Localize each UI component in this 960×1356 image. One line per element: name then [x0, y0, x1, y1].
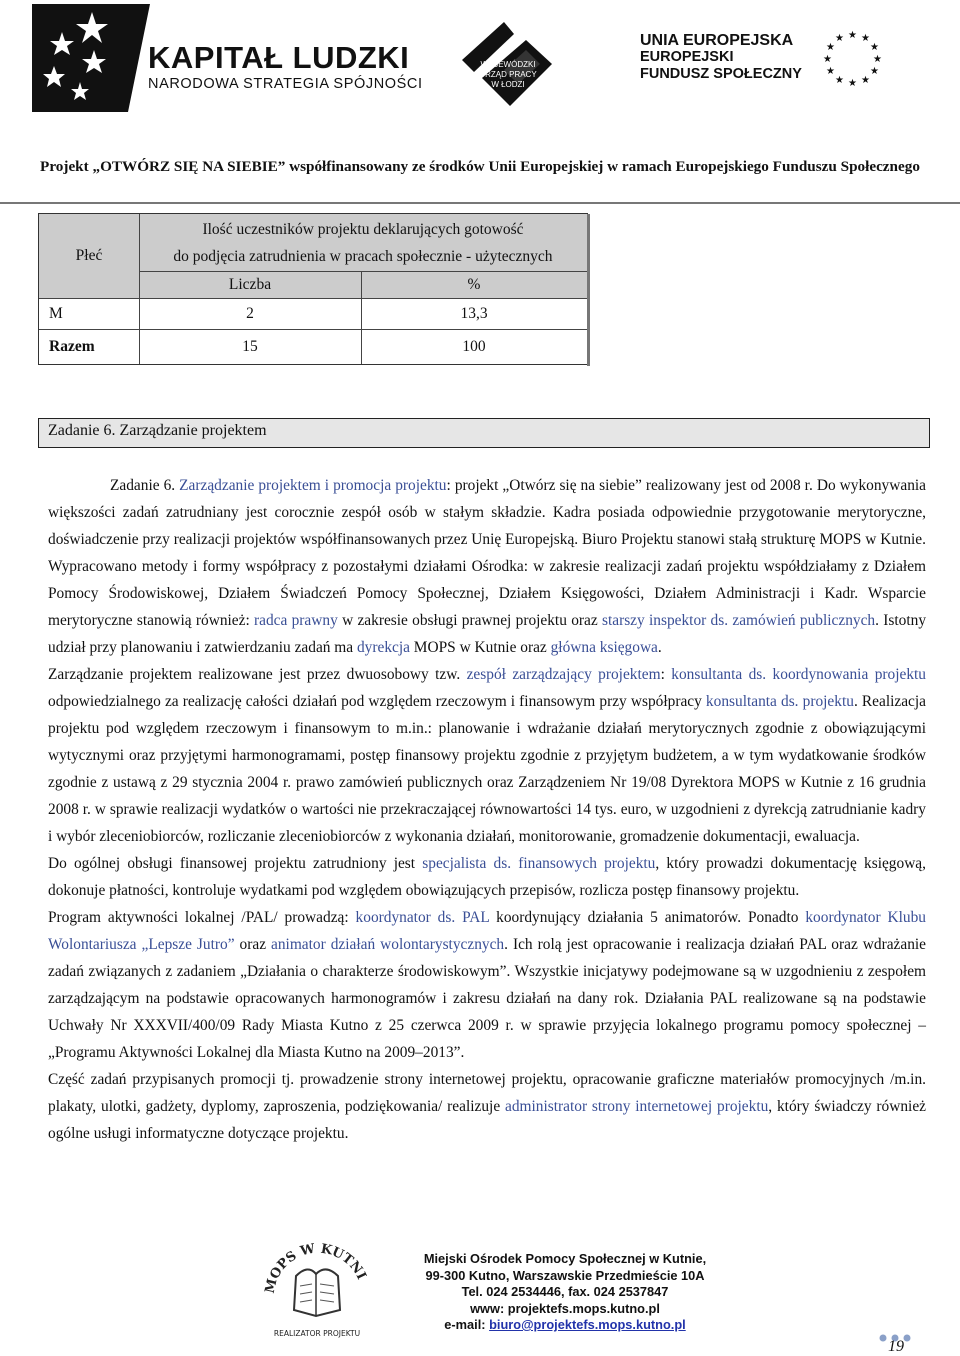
text-run: Zarządzanie projektem realizowane jest przez dwuosobowy tzw.	[48, 666, 467, 683]
table-grid-line	[39, 329, 587, 330]
footer-address	[420, 1251, 710, 1334]
svg-text:★: ★	[870, 42, 879, 53]
mops-logo-caption: REALIZATOR PROJEKTU	[273, 1329, 361, 1338]
footer-line-1: Miejski Ośrodek Pomocy Społecznej w Kutnie,	[423, 1251, 707, 1266]
participants-table	[38, 213, 588, 365]
table-header-sex-label: Płeć	[75, 247, 103, 264]
project-line: Projekt „OTWÓRZ SIĘ NA SIEBIE” współfinansowany ze środków Unii Europejskiej w ramach Europejskiego Funduszu Społecznego	[40, 158, 920, 175]
text-run: . Realizacja projektu pod względem rzeczowym i finansowym to m.in.: planowanie i wdrażanie działań merytorycznych zgodnie z obowiązującymi wytycznymi oraz przyjętymi harmonogramami, postęp finansowy projektu zgodnie z przyjętym budżetem, a w tym wydatkowanie środków zgodnie z ustawą z 29 stycznia 2004 r. prawo zamówień publicznych oraz Zarządzeniem Nr 19/08 Dyrektora MOPS w Kutnie z 16 grudnia 2008 r. w sprawie realizacji wydatków o wartości nie przekraczającej równowartości 14 tys. euro, w uzgodnieni z dyrekcją zatrudnianie kadry i wybór zleceniobiorców, rozliczanie zleceniobiorców z wykonania działań, monitorowanie, gromadzenie dokumentacji, ewaluacja.	[48, 693, 926, 845]
role-web-administrator: administrator strony internetowej projektu	[505, 1098, 769, 1115]
ue-line-2: EUROPEJSKI	[640, 49, 734, 65]
text-run: , który świadczy również ogólne usługi informatyczne dotyczące projektu.	[48, 1098, 927, 1142]
footer-line-4: www: projektefs.mops.kutno.pl	[470, 1300, 660, 1316]
table-row-label	[39, 329, 139, 364]
text-run: w zakresie obsługi prawnej projektu oraz	[337, 612, 602, 629]
wup-line-1: WOJEWÓDZKI	[480, 60, 536, 69]
text-run: Zadanie 6.	[110, 477, 180, 494]
table-subheader-count-label: Liczba	[228, 275, 272, 293]
svg-text:★: ★	[848, 78, 857, 89]
role-chief-accountant: główna księgowa	[550, 639, 658, 656]
svg-text:★: ★	[835, 33, 844, 44]
table-subheader-count	[139, 271, 361, 298]
svg-text:★: ★	[870, 66, 879, 77]
wup-line-2: URZĄD PRACY	[479, 70, 537, 79]
svg-text:★: ★	[835, 75, 844, 86]
table-cell: Razem	[49, 337, 95, 355]
role-finance-specialist: specjalista ds. finansowych projektu	[422, 855, 656, 872]
svg-text:★: ★	[826, 42, 835, 53]
svg-text:★: ★	[861, 75, 870, 86]
table-row-percent	[361, 298, 587, 329]
table-subheader-percent	[361, 271, 587, 298]
text-run: Do ogólnej obsługi finansowej projektu zatrudniony jest	[48, 855, 423, 872]
table-row-percent	[361, 329, 587, 364]
svg-text:★: ★	[823, 54, 832, 65]
text-run: : projekt „Otwórz się na siebie” realizowany jest od 2008 r. Do wykonywania większości zadań zatrudniany jest corocznie zespół osób w stałym składzie. Kadra posiada odpowiednie przygotowanie merytoryczne, doświadczenie przy realizacji projektów współfinansowanych przez Unię Europejską. Biuro Projektu stanowi stałą strukturę MOPS w Kutnie. Wypracowano metody i formy współpracy z pozostałymi działami Ośrodka: w zakresie realizacji zadań projektu współdziałamy z Działem Pomocy Środowiskowej, Działem Świadczeń Pomocy Społecznej, Działem Księgowości, Działem Administracji i Kadr. Wsparcie merytoryczne stanowią również:	[48, 477, 927, 629]
text-run: Część zadań przypisanych promocji tj. prowadzenie strony internetowej projektu, opracowanie graficzne materiałów promocyjnych /m.in. plakaty, ulotki, gadżety, dyplomy, zaproszenia, podziękowania/ realizuje	[48, 1071, 926, 1115]
paragraph-4	[48, 904, 926, 1066]
paragraph-1	[48, 472, 926, 661]
text-run: koordynujący działania 5 animatorów. Ponadto	[489, 909, 806, 926]
text-run: Program aktywności lokalnej /PAL/ prowadzą:	[48, 909, 356, 926]
table-grid-line	[139, 214, 140, 364]
kapital-ludzki-logo	[32, 4, 432, 112]
kapital-ludzki-subtitle: NARODOWA STRATEGIA SPÓJNOŚCI	[148, 76, 423, 92]
table-header-sex	[39, 214, 139, 298]
table-subheader-percent-label: %	[467, 275, 481, 293]
text-run: MOPS w Kutnie oraz	[409, 639, 551, 656]
table-header-main-line-2: do podjęcia zatrudnienia w pracach społecznie - użytecznych	[173, 247, 553, 265]
header-divider	[0, 202, 960, 204]
table-grid-line	[139, 271, 587, 272]
ue-line-3: FUNDUSZ SPOŁECZNY	[640, 66, 802, 82]
table-row-count	[139, 298, 361, 329]
text-run: , który prowadzi dokumentację księgową, dokonuje płatności, kontroluje wydatkami pod względem obowiązujących przepisów, rozlicza postęp finansowy projektu.	[48, 855, 926, 899]
page-number: 19	[888, 1338, 904, 1355]
ue-line-1: UNIA EUROPEJSKA	[640, 32, 794, 49]
table-grid-line	[361, 271, 362, 364]
role-management: dyrekcja	[356, 639, 410, 656]
text-run: :	[660, 666, 672, 683]
table-shadow-right	[587, 214, 590, 366]
kapital-ludzki-emblem	[32, 4, 122, 112]
table-row-count	[139, 329, 361, 364]
wup-lodz-text	[470, 60, 546, 90]
paragraph-5	[48, 1066, 926, 1147]
footer-line-3: Tel. 024 2534446, fax. 024 2537847	[461, 1284, 669, 1299]
body-text	[48, 472, 926, 1147]
role-pal-coordinator: koordynator ds. PAL	[355, 909, 490, 926]
role-coordination-consultant: konsultanta ds. koordynowania projektu	[671, 666, 926, 683]
role-project-consultant: konsultanta ds. projektu	[705, 693, 854, 710]
table-header-main-line-1: Ilość uczestników projektu deklarujących gotowość	[202, 220, 524, 238]
table-cell: M	[49, 304, 63, 322]
footer-email-row	[420, 1317, 710, 1334]
footer-email-label: e-mail:	[444, 1317, 490, 1332]
table-cell: 2	[246, 304, 254, 322]
ue-efs-text	[640, 32, 802, 83]
paragraph-2	[48, 661, 926, 850]
table-cell: 13,3	[460, 304, 488, 322]
role-volunteer-club-coordinator: koordynator Klubu Wolontariusza „Lepsze Jutro”	[48, 909, 926, 953]
table-row-label	[39, 298, 139, 329]
svg-text:★: ★	[848, 30, 857, 41]
table-grid-line	[39, 298, 587, 299]
kapital-ludzki-ribbon	[120, 4, 150, 112]
text-run: . Istotny udział przy planowaniu i zatwierdzaniu zadań ma	[48, 612, 927, 656]
svg-text:★: ★	[826, 66, 835, 77]
text-run: .	[657, 639, 662, 656]
table-cell: 15	[242, 337, 258, 355]
eu-stars-icon	[818, 28, 884, 90]
task-heading: Zarządzanie projektem i promocja projektu	[179, 477, 447, 494]
table-cell: 100	[462, 337, 486, 355]
text-run: oraz	[234, 936, 272, 953]
kapital-ludzki-title: KAPITAŁ LUDZKI	[148, 40, 410, 75]
mops-logo-arc-text: MOPS W KUTNI	[262, 1241, 369, 1295]
footer-line-2: 99-300 Kutno, Warszawskie Przedmieście 10A	[425, 1267, 705, 1283]
text-run: . Ich rolą jest opracowanie i realizacja działań PAL oraz wdrażanie zadań związanych z zadaniem „Działania o charakterze środowiskowym”. Wszystkie inicjatywy podejmowane są w uzgodnieniu z zespołem zarządzającym na podstawie opracowanych harmonogramów i zakresu działań na dany rok. Działania PAL realizowane są na podstawie Uchwały Nr XXXVII/400/09 Rady Miasta Kutno z 25 czerwca 2009 r. w sprawie przyjęcia lokalnego programu pomocy społecznej – „Programu Aktywności Lokalnej dla Miasta Kutno na 2009–2013”.	[48, 936, 927, 1061]
mops-kutno-logo	[256, 1224, 378, 1344]
wup-line-3: W ŁODZI	[491, 80, 525, 89]
svg-text:★: ★	[861, 33, 870, 44]
role-volunteer-animator: animator działań wolontarystycznych	[271, 936, 505, 953]
section-title: Zadanie 6. Zarządzanie projektem	[48, 422, 267, 439]
role-procurement-inspector: starszy inspektor ds. zamówień publicznych	[601, 612, 876, 629]
table-header-main	[139, 214, 587, 271]
text-run: odpowiedzialnego za realizację całości działań pod względem rzeczowym i finansowym przy współpracy	[48, 693, 706, 710]
svg-text:★: ★	[873, 54, 882, 65]
role-legal-advisor: radca prawny	[254, 612, 338, 629]
management-team-label: zespół zarządzający projektem	[466, 666, 661, 683]
paragraph-3	[48, 850, 926, 904]
footer-email-link[interactable]: biuro@projektefs.mops.kutno.pl	[489, 1317, 686, 1332]
